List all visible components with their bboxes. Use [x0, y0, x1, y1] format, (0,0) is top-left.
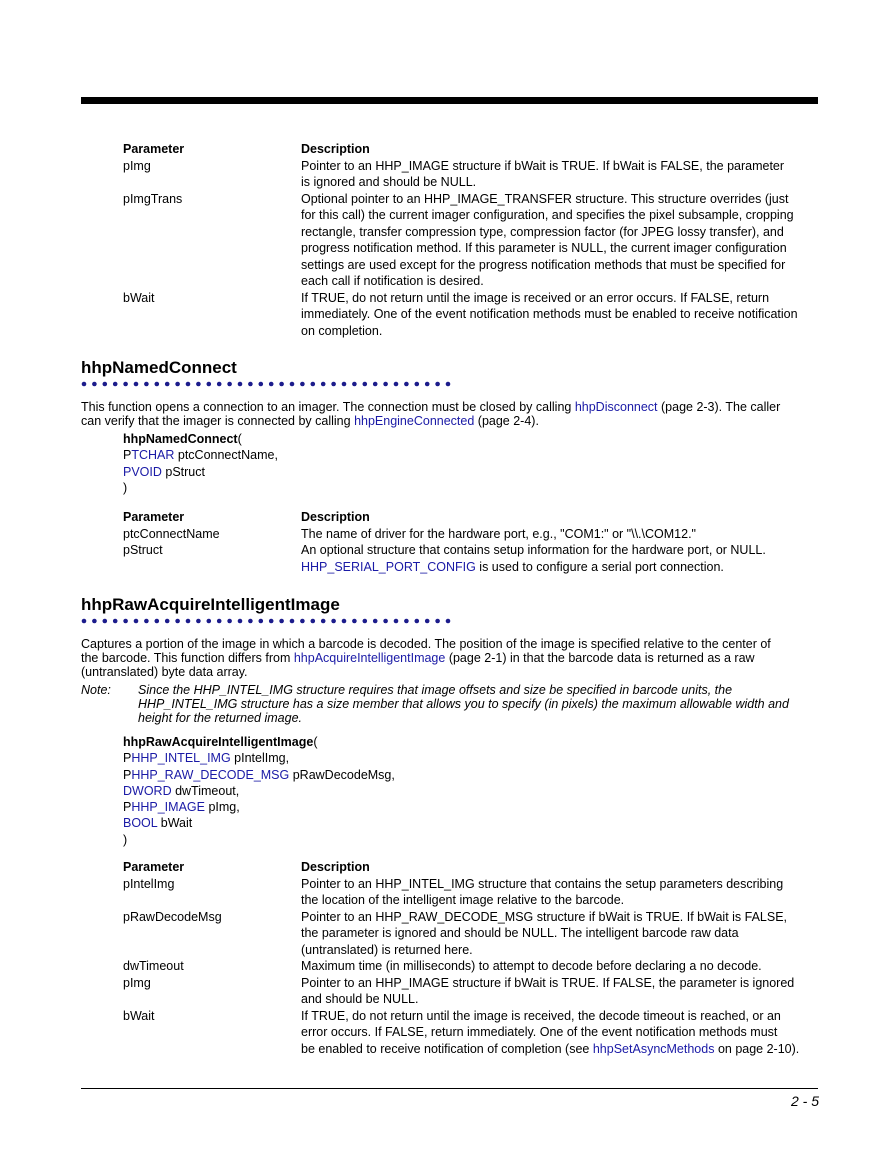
desc-line: progress notification method. If this parameter is NULL, the current imager configuration [301, 241, 787, 255]
link-dword[interactable]: DWORD [123, 783, 172, 798]
text: is used to configure a serial port connection. [475, 559, 724, 574]
table-row [123, 876, 823, 909]
desc-header: Description [301, 510, 370, 524]
desc-line: settings are used except for the progress notification methods that must be specified for [301, 257, 786, 272]
param-name: pStruct [123, 543, 163, 557]
desc-line: Pointer to an HHP_INTEL_IMG structure that contains the setup parameters describing [301, 876, 784, 891]
signature-line [123, 464, 278, 480]
function-signature [123, 734, 395, 848]
section-intro [81, 400, 821, 428]
table-row [123, 958, 823, 975]
desc-header: Description [301, 142, 370, 156]
intro-line [81, 414, 821, 428]
signature-line [123, 431, 278, 447]
header-rule [81, 97, 818, 104]
param-desc [301, 290, 816, 340]
note-line: height for the returned image. [138, 711, 302, 725]
param-desc [301, 542, 816, 575]
param-header: Parameter [123, 142, 185, 156]
desc-line: on completion. [301, 323, 383, 338]
desc-line: If TRUE, do not return until the image is received, the decode timeout is reached, or an [301, 1008, 781, 1023]
table-header [123, 141, 823, 158]
text: ( [237, 432, 242, 446]
page-number: 2 - 5 [790, 1093, 819, 1109]
text: ( [313, 735, 318, 749]
table-row [123, 542, 823, 575]
signature-line: ) [123, 832, 128, 847]
note-line: Since the HHP_INTEL_IMG structure requires that image offsets and size be specified in barcode units, the [138, 683, 733, 697]
text: can verify that the imager is connected by calling [81, 414, 355, 428]
param-name: bWait [123, 1008, 155, 1023]
text: P [123, 448, 132, 463]
param-desc [301, 191, 816, 290]
text: the barcode. This function differs from [81, 651, 294, 665]
table-row [123, 1008, 823, 1058]
signature-line: ) [123, 480, 128, 495]
param-name: pImg [123, 158, 151, 173]
param-desc [301, 975, 816, 1008]
note-text [138, 683, 789, 725]
param-desc [301, 876, 816, 909]
table-row [123, 290, 823, 340]
link-hhp-disconnect[interactable]: hhpDisconnect [574, 400, 658, 414]
table-row [123, 526, 823, 543]
table-header [123, 859, 823, 876]
section-intro [81, 637, 821, 679]
section-title-named-connect: hhpNamedConnect [81, 358, 237, 377]
desc-line: Pointer to an HHP_IMAGE structure if bWait is TRUE. If bWait is FALSE, the parameter [301, 158, 785, 173]
text: (page 2-1) in that the barcode data is returned as a raw [445, 651, 755, 665]
desc-line: each call if notification is desired. [301, 274, 484, 288]
desc-line: Optional pointer to an HHP_IMAGE_TRANSFER structure. This structure overrides (just [301, 191, 789, 206]
param-desc: Maximum time (in milliseconds) to attempt to decode before declaring a no decode. [301, 959, 762, 973]
text: bWait [157, 816, 193, 831]
text: P [123, 767, 132, 782]
desc-line: Pointer to an HHP_RAW_DECODE_MSG structure if bWait is TRUE. If bWait is FALSE, [301, 909, 788, 924]
param-desc [301, 909, 816, 959]
desc-line: the location of the intelligent image relative to the barcode. [301, 893, 625, 907]
desc-line: Pointer to an HHP_IMAGE structure if bWait is TRUE. If FALSE, the parameter is ignored [301, 975, 795, 990]
signature-line [123, 799, 395, 815]
signature-line [123, 767, 395, 783]
signature-line [123, 734, 395, 750]
desc-line: and should be NULL. [301, 992, 419, 1006]
desc-line: rectangle, transfer compression type, compression factor (for JPEG lossy transfer), and [301, 224, 784, 239]
note-block [81, 683, 821, 725]
param-name: ptcConnectName [123, 526, 220, 541]
desc-line: for this call) the current imager configuration, and specifies the pixel subsample, cropping [301, 208, 794, 222]
link-hhp-image[interactable]: HHP_IMAGE [131, 800, 205, 815]
param-name: pImg [123, 975, 151, 990]
text: pStruct [161, 464, 205, 479]
desc-line [301, 1041, 816, 1058]
desc-header: Description [301, 860, 370, 874]
table-row [123, 975, 823, 1008]
table-row [123, 158, 823, 191]
intro-line: (untranslated) byte data array. [81, 665, 248, 679]
link-serial-port-config[interactable]: HHP_SERIAL_PORT_CONFIG [301, 559, 476, 574]
text: (page 2-3). The caller [657, 400, 781, 414]
param-name: pIntelImg [123, 876, 175, 891]
param-header: Parameter [123, 860, 185, 874]
text: on page 2-10). [714, 1041, 800, 1056]
link-bool[interactable]: BOOL [123, 816, 158, 831]
param-table-1 [123, 141, 823, 339]
link-hhp-engine-connected[interactable]: hhpEngineConnected [354, 414, 475, 428]
param-header: Parameter [123, 510, 185, 524]
param-name: pRawDecodeMsg [123, 909, 222, 924]
section-title-raw-acquire: hhpRawAcquireIntelligentImage [81, 595, 340, 614]
param-desc [301, 1008, 816, 1058]
link-intel-img[interactable]: HHP_INTEL_IMG [131, 751, 231, 766]
param-table-2 [123, 509, 823, 575]
function-name: hhpNamedConnect [123, 432, 238, 446]
table-header [123, 509, 823, 526]
function-signature [123, 431, 278, 496]
param-table-3 [123, 859, 823, 1057]
param-name: pImgTrans [123, 191, 183, 206]
signature-line [123, 783, 395, 799]
signature-line [123, 750, 395, 766]
link-acquire-intelligent-image[interactable]: hhpAcquireIntelligentImage [293, 651, 446, 665]
param-name: dwTimeout [123, 959, 184, 973]
desc-line: the parameter is ignored and should be NULL. The intelligent barcode raw data [301, 926, 739, 940]
desc-line: If TRUE, do not return until the image is received or an error occurs. If FALSE, return [301, 290, 770, 305]
intro-line [81, 651, 821, 665]
intro-line [81, 400, 821, 414]
table-row [123, 191, 823, 290]
desc-line: is ignored and should be NULL. [301, 175, 477, 189]
text: P [123, 751, 132, 766]
dotted-rule [81, 618, 453, 624]
text: pRawDecodeMsg, [289, 767, 395, 782]
desc-line: An optional structure that contains setup information for the hardware port, or NULL. [301, 543, 766, 557]
link-pvoid[interactable]: PVOID [123, 464, 162, 479]
intro-line: Captures a portion of the image in which a barcode is decoded. The position of the image is specified relative to the center of [81, 637, 771, 651]
param-desc: The name of driver for the hardware port, e.g., "COM1:" or "\\.\COM12." [301, 526, 696, 541]
text: (page 2-4). [474, 414, 539, 428]
note-label: Note: [81, 683, 111, 697]
desc-line: (untranslated) is returned here. [301, 942, 473, 957]
link-raw-decode-msg[interactable]: HHP_RAW_DECODE_MSG [131, 767, 290, 782]
text: ptcConnectName, [174, 448, 278, 463]
dotted-rule [81, 381, 453, 387]
desc-line [301, 559, 816, 576]
param-name: bWait [123, 290, 155, 305]
desc-line: immediately. One of the event notification methods must be enabled to receive notification [301, 307, 798, 321]
table-row [123, 909, 823, 959]
param-desc [301, 158, 816, 191]
text: pIntelImg, [230, 751, 290, 766]
text: pImg, [204, 800, 240, 815]
note-line: HHP_INTEL_IMG structure has a size member that allows you to specify (in pixels) the maximum allowable width and [138, 697, 789, 711]
text: dwTimeout, [171, 783, 240, 798]
function-name: hhpRawAcquireIntelligentImage [123, 735, 314, 749]
text: This function opens a connection to an imager. The connection must be closed by calling [81, 400, 575, 414]
desc-line: error occurs. If FALSE, return immediately. One of the event notification methods must [301, 1025, 778, 1039]
link-set-async-methods[interactable]: hhpSetAsyncMethods [592, 1041, 715, 1056]
text: be enabled to receive notification of completion (see [301, 1041, 593, 1056]
text: P [123, 800, 132, 815]
signature-line [123, 815, 395, 831]
footer-rule [81, 1088, 818, 1089]
signature-line [123, 447, 278, 463]
link-tchar[interactable]: TCHAR [131, 448, 175, 463]
